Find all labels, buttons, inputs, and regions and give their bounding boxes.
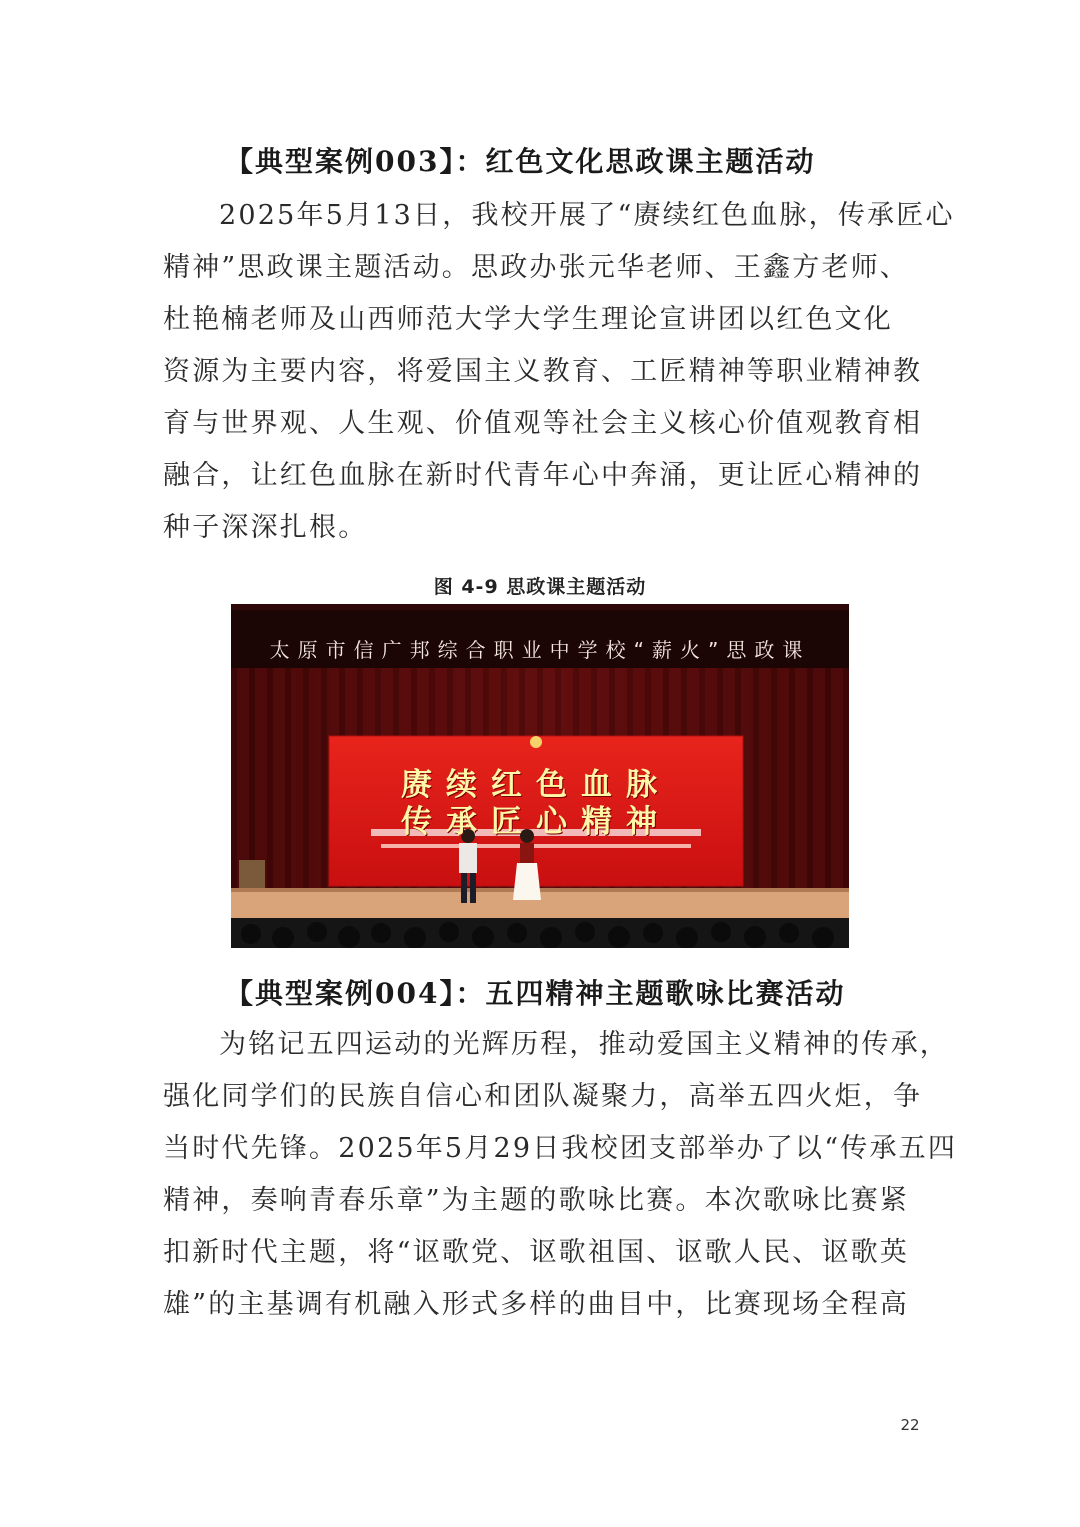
- figure-caption: 图 4-9 思政课主题活动: [433, 576, 647, 598]
- paragraph-line: 精神”思政课主题活动。思政办张元华老师、王鑫方老师、: [163, 252, 910, 283]
- paragraph-line: 育与世界观、人生观、价值观等社会主义核心价值观教育相: [163, 408, 923, 439]
- screen-title-line-2: 传承匠心精神: [401, 804, 671, 840]
- paragraph-line: 精神，奏响青春乐章”为主题的歌咏比赛。本次歌咏比赛紧: [163, 1185, 910, 1216]
- case-004-paragraph: [163, 1019, 958, 1331]
- paragraph-line: 2025年5月13日，我校开展了“赓续红色血脉，传承匠心: [219, 200, 955, 231]
- event-photo: [231, 604, 849, 948]
- case-003-heading: 【典型案例003】：红色文化思政课主题活动: [225, 145, 816, 178]
- paragraph-line: 融合，让红色血脉在新时代青年心中奔涌，更让匠心精神的: [163, 460, 923, 491]
- paragraph-line: 雄”的主基调有机融入形式多样的曲目中，比赛现场全程高: [163, 1289, 910, 1320]
- paragraph-line: 扣新时代主题，将“讴歌党、讴歌祖国、讴歌人民、讴歌英: [163, 1237, 910, 1268]
- paragraph-line: 强化同学们的民族自信心和团队凝聚力，高举五四火炬，争: [163, 1081, 923, 1112]
- screen-title-line-1: 赓续红色血脉: [401, 767, 671, 803]
- case-003-paragraph: [163, 190, 955, 554]
- paragraph-line: 为铭记五四运动的光辉历程，推动爱国主义精神的传承，: [219, 1029, 949, 1060]
- paragraph-line: 杜艳楠老师及山西师范大学大学生理论宣讲团以红色文化: [163, 304, 893, 335]
- stage-banner-text: 太原市信广邦综合职业中学校“薪火”思政课: [269, 638, 811, 662]
- paragraph-line: 资源为主要内容，将爱国主义教育、工匠精神等职业精神教: [163, 356, 923, 387]
- paragraph-line: 当时代先锋。2025年5月29日我校团支部举办了以“传承五四: [163, 1133, 958, 1164]
- page-number: 22: [900, 1416, 920, 1434]
- paragraph-line: 种子深深扎根。: [163, 512, 368, 543]
- case-004-heading: 【典型案例004】：五四精神主题歌咏比赛活动: [225, 977, 846, 1010]
